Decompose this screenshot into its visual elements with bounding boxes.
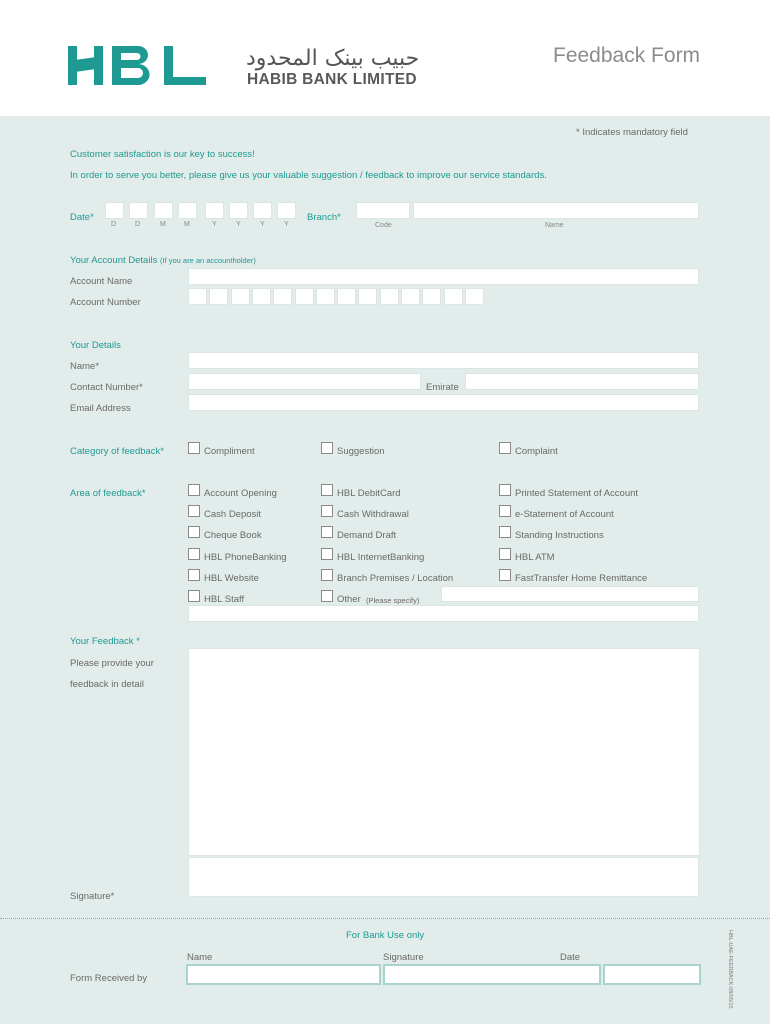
date-digit-m2[interactable] bbox=[178, 202, 197, 219]
date-caption: M bbox=[184, 221, 190, 228]
email-field[interactable] bbox=[188, 394, 699, 411]
name-label: Name* bbox=[70, 361, 100, 372]
account-number-digit-box[interactable] bbox=[273, 288, 292, 305]
area-option-label: Branch Premises / Location bbox=[337, 572, 454, 584]
bank-use-name-col: Name bbox=[187, 952, 213, 963]
account-heading-note: (If you are an accountholder) bbox=[159, 256, 256, 265]
area-label: Area of feedback* bbox=[70, 488, 146, 499]
account-number-digit-box[interactable] bbox=[422, 288, 441, 305]
feedback-instruction-2: feedback in detail bbox=[70, 679, 144, 690]
area-option-checkbox[interactable] bbox=[499, 505, 511, 517]
account-number-digit-box[interactable] bbox=[444, 288, 463, 305]
area-option-checkbox[interactable] bbox=[188, 505, 200, 517]
branch-name-caption: Name bbox=[545, 222, 564, 229]
area-option-label: Printed Statement of Account bbox=[515, 488, 639, 499]
date-caption: Y bbox=[284, 221, 289, 228]
date-caption: Y bbox=[212, 221, 217, 228]
area-option-label: HBL DebitCard bbox=[337, 488, 401, 499]
area-option-checkbox[interactable] bbox=[499, 526, 511, 538]
category-complaint-checkbox[interactable] bbox=[499, 442, 511, 454]
area-option-label: Cash Deposit bbox=[204, 509, 262, 521]
email-label: Email Address bbox=[70, 403, 131, 414]
date-digit-d2[interactable] bbox=[129, 202, 148, 219]
contact-number-field[interactable] bbox=[188, 373, 421, 390]
account-number-digit-box[interactable] bbox=[337, 288, 356, 305]
bank-use-signature-col: Signature bbox=[383, 952, 424, 963]
area-option-label: Standing Instructions bbox=[515, 530, 604, 542]
account-number-digit-box[interactable] bbox=[252, 288, 271, 305]
account-number-digit-box[interactable] bbox=[380, 288, 399, 305]
date-caption: Y bbox=[260, 221, 265, 228]
account-number-digit-box[interactable] bbox=[358, 288, 377, 305]
area-option-checkbox[interactable] bbox=[321, 484, 333, 496]
area-option-checkbox[interactable] bbox=[321, 590, 333, 602]
form-received-label: Form Received by bbox=[70, 973, 148, 984]
area-option-checkbox[interactable] bbox=[321, 526, 333, 538]
emirate-label: Emirate bbox=[426, 382, 459, 393]
date-caption: M bbox=[160, 221, 166, 228]
area-option-label: HBL Website bbox=[204, 572, 259, 584]
area-option-checkbox[interactable] bbox=[499, 548, 511, 560]
area-option-checkbox[interactable] bbox=[188, 548, 200, 560]
bank-name-urdu: حبیب بینک المحدود bbox=[246, 46, 420, 71]
area-option-checkbox[interactable] bbox=[499, 484, 511, 496]
account-number-digit-box[interactable] bbox=[231, 288, 250, 305]
form-header bbox=[0, 0, 770, 116]
account-number-digit-box[interactable] bbox=[316, 288, 335, 305]
area-option-label: HBL ATM bbox=[515, 551, 555, 563]
emirate-field[interactable] bbox=[465, 373, 699, 390]
divider bbox=[0, 918, 770, 919]
other-note: (Please specify) bbox=[366, 596, 420, 605]
bank-use-date-col: Date bbox=[560, 952, 581, 963]
account-name-label: Account Name bbox=[70, 276, 133, 287]
bank-use-signature-field[interactable] bbox=[383, 964, 601, 985]
category-compliment-label: Compliment bbox=[204, 446, 255, 457]
branch-code-caption: Code bbox=[375, 222, 392, 229]
other-specify-field[interactable] bbox=[441, 586, 699, 602]
intro-line-2: In order to serve you better, please give us your valuable suggestion / feedback to improve our service standards. bbox=[70, 170, 547, 181]
feedback-instruction-1: Please provide your bbox=[70, 658, 154, 669]
area-option-label: e-Statement of Account bbox=[515, 509, 614, 521]
name-field[interactable] bbox=[188, 352, 699, 369]
category-suggestion-checkbox[interactable] bbox=[321, 442, 333, 454]
contact-number-label: Contact Number* bbox=[70, 382, 143, 393]
date-caption: D bbox=[111, 221, 117, 228]
date-digit-y1[interactable] bbox=[205, 202, 224, 219]
area-option-label: Demand Draft bbox=[337, 530, 397, 542]
other-specify-field-line2[interactable] bbox=[188, 605, 699, 622]
account-number-label: Account Number bbox=[70, 297, 141, 308]
account-number-digit-box[interactable] bbox=[401, 288, 420, 305]
category-suggestion-label: Suggestion bbox=[337, 446, 385, 457]
intro-line-1: Customer satisfaction is our key to success! bbox=[70, 149, 255, 160]
branch-label: Branch* bbox=[307, 212, 341, 223]
area-option-checkbox[interactable] bbox=[188, 526, 200, 538]
account-number-digit-box[interactable] bbox=[209, 288, 228, 305]
date-caption: D bbox=[135, 221, 141, 228]
signature-field[interactable] bbox=[188, 857, 699, 897]
area-option-checkbox[interactable] bbox=[188, 484, 200, 496]
area-option-label: HBL PhoneBanking bbox=[204, 551, 287, 563]
area-option-label: Cash Withdrawal bbox=[337, 509, 409, 521]
area-option-checkbox[interactable] bbox=[188, 569, 200, 581]
hbl-logo bbox=[68, 46, 208, 86]
date-label: Date* bbox=[70, 212, 94, 223]
bank-name: HABIB BANK LIMITED bbox=[247, 71, 417, 88]
feedback-heading: Your Feedback * bbox=[70, 636, 140, 647]
area-option-label: FastTransfer Home Remittance bbox=[515, 572, 648, 584]
area-option-label: Other bbox=[337, 594, 361, 605]
category-complaint-label: Complaint bbox=[515, 446, 558, 457]
area-option-label: HBL Staff bbox=[204, 594, 245, 605]
branch-code-field[interactable] bbox=[356, 202, 410, 219]
feedback-textarea[interactable] bbox=[188, 648, 700, 856]
date-digit-y2[interactable] bbox=[229, 202, 248, 219]
date-digit-m1[interactable] bbox=[154, 202, 173, 219]
account-heading: Your Account Details (If you are an accountholder) bbox=[70, 255, 256, 266]
mandatory-note: * Indicates mandatory field bbox=[576, 127, 688, 138]
area-option-checkbox[interactable] bbox=[188, 590, 200, 602]
form-code: HBL-UAE-FEEDBACK-08/05/15 bbox=[727, 930, 733, 1009]
branch-name-field[interactable] bbox=[413, 202, 699, 219]
details-heading: Your Details bbox=[70, 340, 121, 351]
area-option-label: Cheque Book bbox=[204, 530, 262, 542]
signature-label: Signature* bbox=[70, 891, 115, 902]
date-digit-y3[interactable] bbox=[253, 202, 272, 219]
bank-use-date-field[interactable] bbox=[603, 964, 701, 985]
date-digit-y4[interactable] bbox=[277, 202, 296, 219]
category-compliment-checkbox[interactable] bbox=[188, 442, 200, 454]
area-option-checkbox[interactable] bbox=[321, 548, 333, 560]
date-caption: Y bbox=[236, 221, 241, 228]
area-option-checkbox[interactable] bbox=[321, 505, 333, 517]
account-number-digit-box[interactable] bbox=[188, 288, 207, 305]
area-option-checkbox[interactable] bbox=[499, 569, 511, 581]
area-option-label: Account Opening bbox=[204, 488, 277, 499]
account-name-field[interactable] bbox=[188, 268, 699, 285]
date-digit-d1[interactable] bbox=[105, 202, 124, 219]
area-option-checkbox[interactable] bbox=[321, 569, 333, 581]
bank-use-name-field[interactable] bbox=[186, 964, 381, 985]
account-number-digit-box[interactable] bbox=[465, 288, 484, 305]
account-number-digit-box[interactable] bbox=[295, 288, 314, 305]
category-label: Category of feedback* bbox=[70, 446, 165, 457]
form-title: Feedback Form bbox=[553, 44, 701, 67]
area-option-label: HBL InternetBanking bbox=[337, 551, 425, 563]
bank-use-heading: For Bank Use only bbox=[346, 930, 425, 941]
